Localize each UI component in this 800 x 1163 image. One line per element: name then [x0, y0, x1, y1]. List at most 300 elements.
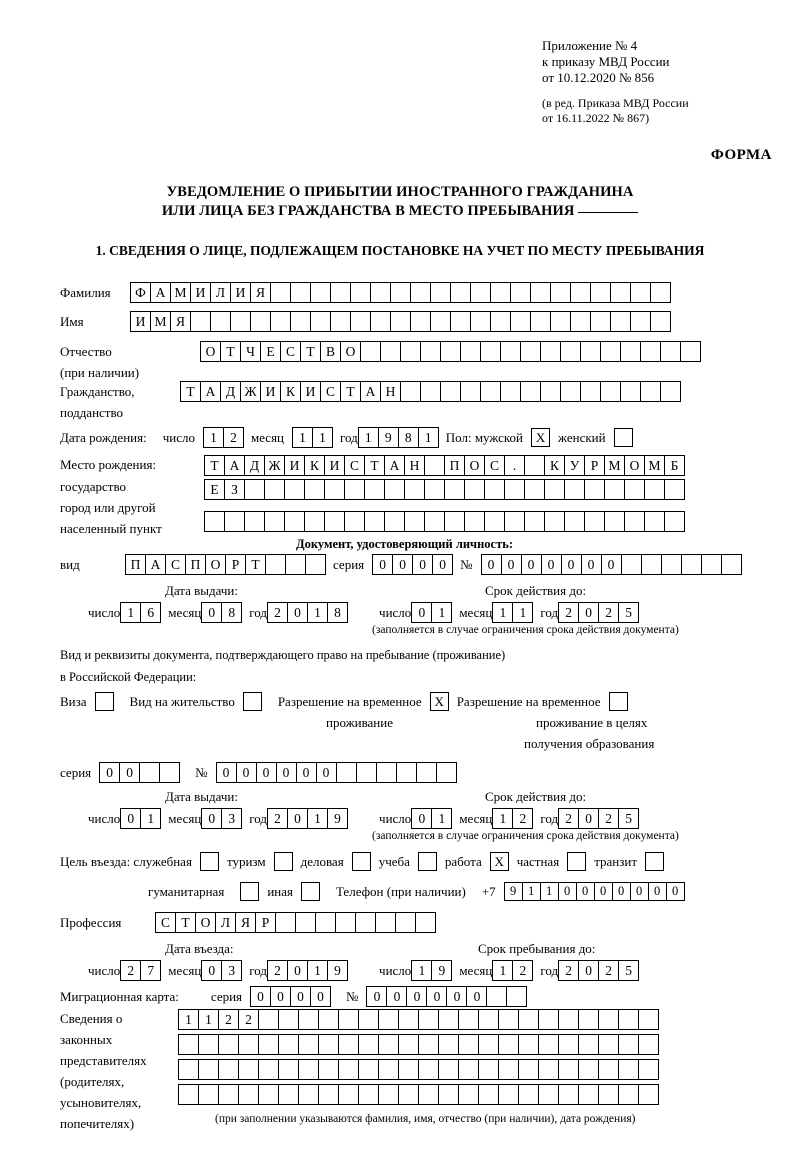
identity-number-input[interactable]: [481, 554, 741, 575]
char-cell[interactable]: И: [190, 282, 211, 303]
char-cell[interactable]: Т: [180, 381, 201, 402]
char-cell[interactable]: И: [300, 381, 321, 402]
char-cell[interactable]: 0: [296, 762, 317, 783]
char-cell[interactable]: [486, 986, 507, 1007]
char-cell[interactable]: [638, 1009, 659, 1030]
char-cell[interactable]: [478, 1034, 499, 1055]
char-cell[interactable]: [618, 1084, 639, 1105]
char-cell[interactable]: [721, 554, 742, 575]
char-cell[interactable]: [500, 341, 521, 362]
char-cell[interactable]: С: [155, 912, 176, 933]
char-cell[interactable]: [370, 311, 391, 332]
char-cell[interactable]: 1: [492, 602, 513, 623]
char-cell[interactable]: 0: [120, 808, 141, 829]
char-cell[interactable]: [564, 479, 585, 500]
identity-valid-year-input[interactable]: [558, 602, 638, 623]
char-cell[interactable]: [580, 381, 601, 402]
char-cell[interactable]: [278, 1034, 299, 1055]
purpose-service-checkbox[interactable]: [200, 852, 219, 871]
char-cell[interactable]: [550, 311, 571, 332]
char-cell[interactable]: С: [165, 554, 186, 575]
permit-temporary-checkbox[interactable]: X: [430, 692, 449, 711]
char-cell[interactable]: 0: [581, 554, 602, 575]
char-cell[interactable]: 0: [287, 808, 308, 829]
char-cell[interactable]: 6: [140, 602, 161, 623]
char-cell[interactable]: [358, 1034, 379, 1055]
char-cell[interactable]: [600, 341, 621, 362]
birthplace-row-3[interactable]: [204, 511, 684, 532]
char-cell[interactable]: [258, 1034, 279, 1055]
char-cell[interactable]: [198, 1084, 219, 1105]
char-cell[interactable]: 5: [618, 960, 639, 981]
char-cell[interactable]: [338, 1084, 359, 1105]
char-cell[interactable]: 2: [218, 1009, 239, 1030]
char-cell[interactable]: [298, 1009, 319, 1030]
char-cell[interactable]: Ж: [264, 455, 285, 476]
char-cell[interactable]: 0: [666, 882, 685, 901]
char-cell[interactable]: 7: [140, 960, 161, 981]
char-cell[interactable]: А: [360, 381, 381, 402]
char-cell[interactable]: К: [304, 455, 325, 476]
char-cell[interactable]: 1: [203, 427, 224, 448]
char-cell[interactable]: [310, 311, 331, 332]
char-cell[interactable]: 0: [558, 882, 577, 901]
char-cell[interactable]: [304, 479, 325, 500]
char-cell[interactable]: 2: [120, 960, 141, 981]
char-cell[interactable]: [520, 381, 541, 402]
char-cell[interactable]: [270, 311, 291, 332]
char-cell[interactable]: А: [384, 455, 405, 476]
char-cell[interactable]: [415, 912, 436, 933]
char-cell[interactable]: [430, 311, 451, 332]
char-cell[interactable]: [384, 479, 405, 500]
char-cell[interactable]: [440, 381, 461, 402]
char-cell[interactable]: [275, 912, 296, 933]
char-cell[interactable]: [570, 282, 591, 303]
char-cell[interactable]: 2: [598, 808, 619, 829]
char-cell[interactable]: Ч: [240, 341, 261, 362]
char-cell[interactable]: [398, 1084, 419, 1105]
char-cell[interactable]: И: [284, 455, 305, 476]
stay-day-input[interactable]: [411, 960, 451, 981]
char-cell[interactable]: [420, 341, 441, 362]
char-cell[interactable]: [285, 554, 306, 575]
permit-issue-day-input[interactable]: [120, 808, 160, 829]
char-cell[interactable]: 2: [512, 960, 533, 981]
char-cell[interactable]: 0: [256, 762, 277, 783]
char-cell[interactable]: 0: [466, 986, 487, 1007]
char-cell[interactable]: [418, 1059, 439, 1080]
char-cell[interactable]: 1: [492, 808, 513, 829]
char-cell[interactable]: [590, 311, 611, 332]
char-cell[interactable]: [324, 511, 345, 532]
char-cell[interactable]: [338, 1034, 359, 1055]
permit-valid-year-input[interactable]: [558, 808, 638, 829]
char-cell[interactable]: [530, 311, 551, 332]
char-cell[interactable]: [436, 762, 457, 783]
char-cell[interactable]: [338, 1009, 359, 1030]
char-cell[interactable]: 0: [406, 986, 427, 1007]
char-cell[interactable]: [458, 1009, 479, 1030]
sex-female-checkbox[interactable]: [614, 428, 633, 447]
char-cell[interactable]: 0: [601, 554, 622, 575]
char-cell[interactable]: Т: [245, 554, 266, 575]
identity-series-input[interactable]: [372, 554, 452, 575]
char-cell[interactable]: [178, 1084, 199, 1105]
char-cell[interactable]: [298, 1084, 319, 1105]
char-cell[interactable]: [264, 479, 285, 500]
permit-series-input[interactable]: [99, 762, 179, 783]
char-cell[interactable]: .: [504, 455, 525, 476]
char-cell[interactable]: [578, 1059, 599, 1080]
char-cell[interactable]: [244, 511, 265, 532]
char-cell[interactable]: [336, 762, 357, 783]
purpose-tourism-checkbox[interactable]: [274, 852, 293, 871]
char-cell[interactable]: Н: [404, 455, 425, 476]
char-cell[interactable]: [310, 282, 331, 303]
char-cell[interactable]: [284, 479, 305, 500]
char-cell[interactable]: [604, 479, 625, 500]
char-cell[interactable]: В: [320, 341, 341, 362]
char-cell[interactable]: [458, 1084, 479, 1105]
representatives-row-3[interactable]: [178, 1059, 658, 1080]
char-cell[interactable]: [404, 479, 425, 500]
char-cell[interactable]: [560, 341, 581, 362]
stay-month-input[interactable]: [492, 960, 532, 981]
char-cell[interactable]: 2: [598, 960, 619, 981]
char-cell[interactable]: 0: [578, 602, 599, 623]
char-cell[interactable]: [630, 282, 651, 303]
identity-type-input[interactable]: [125, 554, 325, 575]
char-cell[interactable]: [198, 1059, 219, 1080]
char-cell[interactable]: [178, 1034, 199, 1055]
char-cell[interactable]: 9: [327, 960, 348, 981]
char-cell[interactable]: [524, 479, 545, 500]
char-cell[interactable]: [460, 341, 481, 362]
purpose-other-checkbox[interactable]: [301, 882, 320, 901]
char-cell[interactable]: Р: [225, 554, 246, 575]
char-cell[interactable]: [159, 762, 180, 783]
char-cell[interactable]: [544, 511, 565, 532]
char-cell[interactable]: [484, 479, 505, 500]
char-cell[interactable]: [410, 282, 431, 303]
migration-series-input[interactable]: [250, 986, 330, 1007]
char-cell[interactable]: 0: [276, 762, 297, 783]
char-cell[interactable]: [318, 1084, 339, 1105]
char-cell[interactable]: [458, 1059, 479, 1080]
entry-day-input[interactable]: [120, 960, 160, 981]
char-cell[interactable]: [424, 455, 445, 476]
char-cell[interactable]: [560, 381, 581, 402]
permit-issue-month-input[interactable]: [201, 808, 241, 829]
char-cell[interactable]: Т: [175, 912, 196, 933]
char-cell[interactable]: [284, 511, 305, 532]
permit-issue-year-input[interactable]: [267, 808, 347, 829]
char-cell[interactable]: [540, 341, 561, 362]
char-cell[interactable]: 2: [558, 808, 579, 829]
char-cell[interactable]: [318, 1009, 339, 1030]
char-cell[interactable]: [664, 511, 685, 532]
char-cell[interactable]: [610, 311, 631, 332]
char-cell[interactable]: [506, 986, 527, 1007]
char-cell[interactable]: 1: [540, 882, 559, 901]
birth-year-input[interactable]: [358, 427, 438, 448]
char-cell[interactable]: 0: [576, 882, 595, 901]
char-cell[interactable]: 0: [287, 960, 308, 981]
char-cell[interactable]: 8: [327, 602, 348, 623]
identity-issue-day-input[interactable]: [120, 602, 160, 623]
char-cell[interactable]: 0: [648, 882, 667, 901]
char-cell[interactable]: К: [544, 455, 565, 476]
citizenship-input[interactable]: [180, 381, 680, 402]
char-cell[interactable]: [395, 912, 416, 933]
char-cell[interactable]: Т: [364, 455, 385, 476]
char-cell[interactable]: [398, 1009, 419, 1030]
char-cell[interactable]: 0: [287, 602, 308, 623]
char-cell[interactable]: [500, 381, 521, 402]
char-cell[interactable]: [330, 311, 351, 332]
char-cell[interactable]: [518, 1059, 539, 1080]
permit-education-checkbox[interactable]: [609, 692, 628, 711]
char-cell[interactable]: [358, 1009, 379, 1030]
char-cell[interactable]: О: [195, 912, 216, 933]
char-cell[interactable]: [360, 341, 381, 362]
representatives-row-2[interactable]: [178, 1034, 658, 1055]
char-cell[interactable]: Н: [380, 381, 401, 402]
char-cell[interactable]: [298, 1059, 319, 1080]
char-cell[interactable]: 2: [267, 808, 288, 829]
char-cell[interactable]: 1: [411, 960, 432, 981]
char-cell[interactable]: [478, 1084, 499, 1105]
char-cell[interactable]: 2: [223, 427, 244, 448]
char-cell[interactable]: 0: [541, 554, 562, 575]
char-cell[interactable]: [518, 1084, 539, 1105]
representatives-row-4[interactable]: [178, 1084, 658, 1105]
birthplace-row-2[interactable]: [204, 479, 684, 500]
char-cell[interactable]: 1: [522, 882, 541, 901]
char-cell[interactable]: 0: [501, 554, 522, 575]
char-cell[interactable]: 1: [140, 808, 161, 829]
char-cell[interactable]: 0: [392, 554, 413, 575]
char-cell[interactable]: Д: [244, 455, 265, 476]
char-cell[interactable]: [538, 1009, 559, 1030]
char-cell[interactable]: [295, 912, 316, 933]
char-cell[interactable]: А: [224, 455, 245, 476]
char-cell[interactable]: [376, 762, 397, 783]
entry-year-input[interactable]: [267, 960, 347, 981]
char-cell[interactable]: 0: [99, 762, 120, 783]
char-cell[interactable]: [450, 282, 471, 303]
sex-male-checkbox[interactable]: X: [531, 428, 550, 447]
char-cell[interactable]: 8: [398, 427, 419, 448]
char-cell[interactable]: [290, 311, 311, 332]
char-cell[interactable]: [478, 1009, 499, 1030]
char-cell[interactable]: [250, 311, 271, 332]
char-cell[interactable]: И: [260, 381, 281, 402]
char-cell[interactable]: [430, 282, 451, 303]
char-cell[interactable]: [390, 311, 411, 332]
char-cell[interactable]: Я: [235, 912, 256, 933]
char-cell[interactable]: Т: [220, 341, 241, 362]
char-cell[interactable]: 0: [316, 762, 337, 783]
char-cell[interactable]: [650, 282, 671, 303]
char-cell[interactable]: Е: [260, 341, 281, 362]
char-cell[interactable]: [330, 282, 351, 303]
purpose-work-checkbox[interactable]: X: [490, 852, 509, 871]
char-cell[interactable]: [418, 1034, 439, 1055]
char-cell[interactable]: 0: [561, 554, 582, 575]
char-cell[interactable]: [290, 282, 311, 303]
char-cell[interactable]: [378, 1059, 399, 1080]
char-cell[interactable]: 1: [292, 427, 313, 448]
char-cell[interactable]: И: [324, 455, 345, 476]
identity-valid-day-input[interactable]: [411, 602, 451, 623]
char-cell[interactable]: [424, 479, 445, 500]
permit-number-input[interactable]: [216, 762, 456, 783]
permit-visa-checkbox[interactable]: [95, 692, 114, 711]
char-cell[interactable]: Ф: [130, 282, 151, 303]
char-cell[interactable]: [396, 762, 417, 783]
char-cell[interactable]: Т: [340, 381, 361, 402]
char-cell[interactable]: [304, 511, 325, 532]
char-cell[interactable]: [510, 311, 531, 332]
char-cell[interactable]: [558, 1059, 579, 1080]
char-cell[interactable]: [530, 282, 551, 303]
char-cell[interactable]: С: [280, 341, 301, 362]
char-cell[interactable]: Ж: [240, 381, 261, 402]
char-cell[interactable]: М: [604, 455, 625, 476]
char-cell[interactable]: 1: [198, 1009, 219, 1030]
char-cell[interactable]: [258, 1009, 279, 1030]
char-cell[interactable]: П: [125, 554, 146, 575]
char-cell[interactable]: К: [280, 381, 301, 402]
char-cell[interactable]: О: [200, 341, 221, 362]
permit-valid-month-input[interactable]: [492, 808, 532, 829]
char-cell[interactable]: Р: [584, 455, 605, 476]
char-cell[interactable]: 5: [618, 602, 639, 623]
char-cell[interactable]: М: [644, 455, 665, 476]
char-cell[interactable]: [558, 1009, 579, 1030]
char-cell[interactable]: [544, 479, 565, 500]
char-cell[interactable]: [478, 1059, 499, 1080]
char-cell[interactable]: 0: [366, 986, 387, 1007]
char-cell[interactable]: [564, 511, 585, 532]
char-cell[interactable]: Л: [215, 912, 236, 933]
char-cell[interactable]: [584, 511, 605, 532]
char-cell[interactable]: [640, 381, 661, 402]
char-cell[interactable]: [178, 1059, 199, 1080]
stay-year-input[interactable]: [558, 960, 638, 981]
char-cell[interactable]: 0: [250, 986, 271, 1007]
char-cell[interactable]: [218, 1034, 239, 1055]
char-cell[interactable]: [278, 1059, 299, 1080]
char-cell[interactable]: [384, 511, 405, 532]
char-cell[interactable]: 9: [431, 960, 452, 981]
purpose-humanitarian-checkbox[interactable]: [240, 882, 259, 901]
char-cell[interactable]: [398, 1059, 419, 1080]
char-cell[interactable]: А: [150, 282, 171, 303]
char-cell[interactable]: [404, 511, 425, 532]
char-cell[interactable]: [498, 1009, 519, 1030]
char-cell[interactable]: О: [464, 455, 485, 476]
char-cell[interactable]: [660, 341, 681, 362]
char-cell[interactable]: 0: [236, 762, 257, 783]
char-cell[interactable]: [438, 1084, 459, 1105]
char-cell[interactable]: 0: [119, 762, 140, 783]
char-cell[interactable]: [358, 1059, 379, 1080]
char-cell[interactable]: [558, 1084, 579, 1105]
char-cell[interactable]: О: [205, 554, 226, 575]
purpose-private-checkbox[interactable]: [567, 852, 586, 871]
char-cell[interactable]: [578, 1034, 599, 1055]
char-cell[interactable]: 9: [327, 808, 348, 829]
char-cell[interactable]: [570, 311, 591, 332]
char-cell[interactable]: [244, 479, 265, 500]
char-cell[interactable]: [644, 511, 665, 532]
char-cell[interactable]: [460, 381, 481, 402]
char-cell[interactable]: [344, 479, 365, 500]
char-cell[interactable]: 0: [411, 602, 432, 623]
char-cell[interactable]: И: [130, 311, 151, 332]
profession-input[interactable]: [155, 912, 435, 933]
char-cell[interactable]: [190, 311, 211, 332]
char-cell[interactable]: [618, 1009, 639, 1030]
char-cell[interactable]: 0: [270, 986, 291, 1007]
char-cell[interactable]: [680, 341, 701, 362]
char-cell[interactable]: Т: [300, 341, 321, 362]
char-cell[interactable]: [524, 511, 545, 532]
char-cell[interactable]: [198, 1034, 219, 1055]
char-cell[interactable]: [518, 1034, 539, 1055]
purpose-business-checkbox[interactable]: [352, 852, 371, 871]
representatives-row-1[interactable]: [178, 1009, 658, 1030]
char-cell[interactable]: 0: [521, 554, 542, 575]
char-cell[interactable]: 0: [290, 986, 311, 1007]
char-cell[interactable]: 0: [216, 762, 237, 783]
char-cell[interactable]: [540, 381, 561, 402]
char-cell[interactable]: [424, 511, 445, 532]
char-cell[interactable]: [398, 1034, 419, 1055]
char-cell[interactable]: [400, 341, 421, 362]
char-cell[interactable]: 9: [504, 882, 523, 901]
char-cell[interactable]: [610, 282, 631, 303]
char-cell[interactable]: М: [170, 282, 191, 303]
char-cell[interactable]: 0: [426, 986, 447, 1007]
char-cell[interactable]: [364, 511, 385, 532]
char-cell[interactable]: [538, 1034, 559, 1055]
char-cell[interactable]: У: [564, 455, 585, 476]
char-cell[interactable]: [418, 1009, 439, 1030]
char-cell[interactable]: [624, 479, 645, 500]
char-cell[interactable]: 1: [307, 808, 328, 829]
char-cell[interactable]: [210, 311, 231, 332]
char-cell[interactable]: [344, 511, 365, 532]
char-cell[interactable]: [224, 511, 245, 532]
char-cell[interactable]: Я: [250, 282, 271, 303]
char-cell[interactable]: О: [624, 455, 645, 476]
char-cell[interactable]: 2: [558, 602, 579, 623]
char-cell[interactable]: [584, 479, 605, 500]
char-cell[interactable]: [378, 1034, 399, 1055]
birth-month-input[interactable]: [292, 427, 332, 448]
permit-residence-checkbox[interactable]: [243, 692, 262, 711]
char-cell[interactable]: [661, 554, 682, 575]
char-cell[interactable]: [638, 1084, 659, 1105]
char-cell[interactable]: [265, 554, 286, 575]
char-cell[interactable]: [238, 1059, 259, 1080]
char-cell[interactable]: С: [484, 455, 505, 476]
char-cell[interactable]: [538, 1059, 559, 1080]
